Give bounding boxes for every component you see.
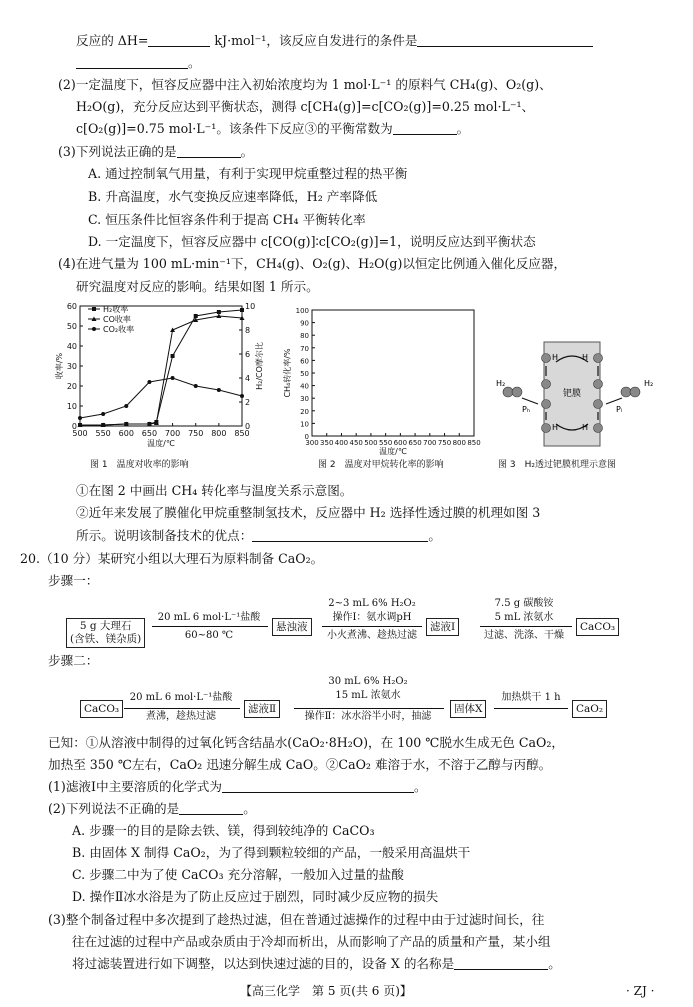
x-tick-label: 750 [188,429,204,438]
q3-option-a: A. 通过控制氧气用量，有利于实现甲烷重整过程的热平衡 [88,166,408,181]
data-point [124,404,128,408]
answer-blank-solute[interactable] [222,778,414,793]
y-tick-label: 30 [300,395,309,404]
h-atom [542,354,551,363]
answer-blank-advantage[interactable] [252,527,428,542]
h2-in-label: H₂ [496,379,506,388]
flow1-arrow2-top1: 2~3 mL 6% H₂O₂ [328,598,416,609]
data-point [78,416,82,420]
plot-frame [80,306,242,426]
answer-blank-device-x[interactable] [454,955,548,970]
flow2-arrow3 [494,708,568,709]
flow2-arrow1-bot: 煮沸，趁热过滤 [146,711,216,722]
y-tick-label: 50 [66,322,77,331]
data-point [240,308,244,312]
y-tick-label: 40 [66,342,77,351]
q3-option-b: B. 升高温度，水气变换反应速率降低，H₂ 产率降低 [88,189,378,204]
y2-tick-label: 6 [245,350,251,359]
figure-3-diagram [494,328,670,452]
s3-text: 将过滤装置进行如下调整，以达到快速过滤的目的，设备 X 的名称是 [72,956,455,971]
plot-frame [312,310,474,436]
step1-label: 步骤一： [48,573,99,588]
legend-marker [92,327,96,331]
s2-text: (2)下列说法不正确的是 [48,801,180,816]
legend-label: H₂收率 [103,305,129,314]
flow2-arrow2-top2: 15 mL 浓氨水 [335,690,401,701]
x-tick-label: 300 [305,439,319,447]
flow2-arrow2-top1: 30 mL 6% H₂O₂ [328,676,408,687]
q4-sub2-text: 所示。说明该制备技术的优点： [76,528,253,543]
y2-tick-label: 10 [245,302,256,311]
arrow-out [606,398,622,404]
h-atom [542,380,551,389]
ph-label: Pₕ [522,405,531,414]
known-line-1: 已知：①从溶液中制得的过氧化钙含结晶水(CaO₂·8H₂O)，在 100 ℃脱水生成无色 CaO₂， [48,735,564,750]
h-atom-left-2 [512,387,522,397]
period: 。 [188,55,201,70]
x-tick-label: 800 [211,429,227,438]
x-tick-label: 700 [423,439,437,447]
figure-3-caption: 图 3 H₂透过钯膜机理示意图 [498,460,616,470]
data-point [147,380,151,384]
h-label: H [552,353,559,362]
y-tick-label: 20 [300,407,309,416]
step2-label: 步骤二： [48,653,99,668]
q3-line [58,141,253,164]
period: 。 [456,121,470,136]
h-atom-right-2 [630,387,640,397]
x-tick-label: 550 [95,429,111,438]
flow1-box-suspension: 悬浊液 [272,618,312,636]
y-tick-label: 100 [295,307,309,315]
data-point [194,314,198,318]
h-atom [594,380,603,389]
x-tick-label: 650 [408,439,422,447]
data-point [101,412,105,416]
flow1-start-line2: (含铁、镁杂质) [70,633,142,645]
answer-blank-s2[interactable] [179,800,243,815]
figure-2-chart [282,298,480,458]
h-label: H [582,423,589,432]
x-tick-label: 800 [452,439,466,447]
q4-line-a: (4)在进气量为 100 mL·min⁻¹下，CH₄(g)、O₂(g)、H₂O(g)以恒定比例通入催化反应器， [58,256,567,271]
data-point [171,376,175,380]
data-point [240,394,244,398]
membrane-label: 钯膜 [562,389,582,399]
period: 。 [548,956,561,971]
s3-line-b: 往在过滤的过程中产品或杂质由于冷却而析出，从而影响了产品的质量和产量，某小组 [72,934,551,949]
h-atom [542,400,551,409]
pl-label: Pₗ [616,405,623,414]
figure-1-chart [56,298,268,450]
y-tick-label: 50 [300,370,309,378]
data-point [194,384,198,388]
y-tick-label: 70 [300,344,309,353]
legend-label: CO₂收率 [103,325,135,334]
answer-blank-q3[interactable] [177,143,241,158]
q20-title: 20.（10 分）某研究小组以大理石为原料制备 CaO₂。 [20,551,324,566]
x-tick-label: 500 [72,429,88,438]
line-cont [76,52,201,75]
x-axis-label: 温度/℃ [147,439,175,448]
h-label: H [552,423,559,432]
y2-tick-label: 0 [245,422,251,431]
h-label: H [582,353,589,362]
q3-text: (3)下列说法正确的是 [58,144,177,159]
x-tick-label: 400 [334,439,349,447]
flow2-arrow2-bot: 操作Ⅱ：冰水浴半小时，抽滤 [304,711,432,722]
x-tick-label: 550 [378,439,393,447]
s2-option-b: B. 由固体 X 制得 CaO₂，为了得到颗粒较细的产品，一般采用高温烘干 [72,845,471,860]
y-tick-label: 20 [66,382,77,391]
flow2-arrow1-top: 20 mL 6 mol·L⁻¹盐酸 [129,692,233,703]
data-point [217,310,221,314]
flow1-box-caco3: CaCO₃ [576,618,619,636]
y-tick-label: 40 [300,382,309,391]
x-tick-label: 450 [349,439,363,447]
arrow-in [522,398,538,404]
flow2-box-filtrate2: 滤液Ⅱ [244,700,280,718]
x-tick-label: 750 [437,439,452,447]
legend-label: CO收率 [103,315,131,324]
y-tick-label: 0 [304,433,309,441]
y-tick-label: 10 [66,402,77,411]
s1-line [48,776,427,799]
footer-right: · ZJ · [626,984,655,998]
y2-tick-label: 8 [245,326,251,335]
s2-line [48,798,256,821]
q2-line-c [76,118,469,141]
flow2-box-cao2: CaO₂ [572,700,607,718]
y-axis-label: 收率/% [55,352,64,380]
flow1-arrow1-top: 20 mL 6 mol·L⁻¹盐酸 [157,612,261,623]
x-tick-label: 600 [393,439,408,447]
figure-1-caption: 图 1 温度对收率的影响 [90,460,189,470]
x-tick-label: 850 [467,439,481,447]
page-footer: 【高三化学 第 5 页(共 6 页)】 [240,984,412,998]
dh-label: 反应的 ΔH= [76,33,149,48]
h2-out-label: H₂ [644,379,654,388]
x-tick-label: 600 [118,429,134,438]
y-tick-label: 60 [300,357,309,366]
y-tick-label: 30 [66,362,77,371]
y-tick-label: 60 [66,302,77,311]
answer-blank-k[interactable] [393,120,457,135]
y-tick-label: 90 [300,319,309,328]
flow1-box-filtrate1: 滤液Ⅰ [426,618,459,636]
flow1-arrow2 [322,626,422,627]
flow2-arrow2 [294,708,444,709]
dh-unit-text: kJ·mol⁻¹，该反应自发进行的条件是 [210,33,418,48]
y-axis-label: CH₄转化率/% [283,348,292,398]
flow1-arrow1 [152,626,268,627]
q2-line-b: H₂O(g)，充分反应达到平衡状态，测得 c[CH₄(g)]=c[CO₂(g)]=0.25 mol·L⁻¹、 [76,99,535,114]
s2-option-c: C. 步骤二中为了使 CaCO₃ 充分溶解，一般加入过量的盐酸 [72,867,404,882]
x-tick-label: 850 [234,429,250,438]
flow1-arrow3-top2: 5 mL 浓氨水 [494,612,554,623]
q3-option-d: D. 一定温度下，恒容反应器中 c[CO(g)]∶c[CO₂(g)]=1，说明反应达到平衡状态 [88,234,536,249]
s2-option-a: A. 步骤一的目的是除去铁、镁，得到较纯净的 CaCO₃ [72,823,375,838]
s3-line-a: (3)整个制备过程中多次提到了趁热过滤，但在普通过滤操作的过程中由于过滤时间长，往 [48,912,545,927]
flow2-box-solid-x: 固体X [450,700,486,718]
known-line-2: 加热至 350 ℃左右，CaO₂ 迅速分解生成 CaO。②CaO₂ 难溶于水，不溶于乙醇与丙醇。 [48,757,552,772]
flow2-arrow3-top: 加热烘干 1 h [501,692,561,703]
h-atom [542,424,551,433]
q2-text: c[O₂(g)]=0.75 mol·L⁻¹。该条件下反应③的平衡常数为 [76,121,393,136]
s1-text: (1)滤液Ⅰ中主要溶质的化学式为 [48,779,222,794]
period: 。 [243,801,256,816]
figure-2-caption: 图 2 温度对甲烷转化率的影响 [318,460,444,470]
x-tick-label: 650 [141,429,158,438]
h-atom [594,424,603,433]
y-tick-label: 0 [71,422,77,431]
y-tick-label: 80 [300,332,309,341]
h-atom [594,354,603,363]
x-tick-label: 500 [364,439,378,447]
answer-blank-dh[interactable] [148,32,210,47]
answer-blank-condition[interactable] [417,32,593,47]
q4-sub1: ①在图 2 中画出 CH₄ 转化率与温度关系示意图。 [76,483,353,498]
flow1-arrow2-bot: 小火煮沸、趁热过滤 [327,630,417,641]
y-tick-label: 10 [300,420,309,429]
s3-line-c [72,953,561,976]
h-atom-right-1 [621,387,631,397]
flow1-start-line1: 5 g 大理石 [79,620,132,632]
x-tick-label: 350 [320,439,334,447]
y2-tick-label: 4 [245,374,251,383]
q4-sub2-b [76,525,441,548]
period: 。 [428,528,441,543]
h-atom [594,400,603,409]
flow2-arrow1 [124,708,240,709]
h-atom-left-1 [503,387,513,397]
line-dh [76,30,593,53]
x-tick-label: 700 [164,429,181,438]
flow1-arrow2-top2: 操作Ⅰ：氨水调pH [332,612,412,623]
answer-blank-condition-cont[interactable] [76,54,188,69]
x-axis-label: 温度/℃ [379,447,407,456]
q3-option-c: C. 恒压条件比恒容条件利于提高 CH₄ 平衡转化率 [88,212,366,227]
data-point [217,388,221,392]
flow1-arrow3-top1: 7.5 g 碳酸铵 [494,598,554,609]
flow1-arrow3 [480,626,572,627]
s2-option-d: D. 操作Ⅱ冰水浴是为了防止反应过于剧烈，同时减少反应物的损失 [72,889,439,904]
q2-line-a: (2)一定温度下，恒容反应器中注入初始浓度均为 1 mol·L⁻¹ 的原料气 CH₄(g)、O₂(g)、 [58,77,552,92]
flow1-arrow3-bot: 过滤、洗涤、干燥 [484,630,564,641]
period: 。 [413,779,427,794]
period: 。 [240,144,254,159]
y2-axis-label: H₂/CO摩尔比 [255,342,264,390]
q4-line-b: 研究温度对反应的影响。结果如图 1 所示。 [76,279,319,294]
flow1-start [66,618,145,648]
legend-marker [92,307,96,311]
q4-sub2-a: ②近年来发展了膜催化甲烷重整制氢技术，反应器中 H₂ 选择性透过膜的机理如图 3 [76,505,541,520]
flow2-start: CaCO₃ [80,700,123,718]
flow1-arrow1-bot: 60~80 ℃ [184,630,234,641]
data-point [171,354,175,358]
y2-tick-label: 2 [245,398,251,407]
